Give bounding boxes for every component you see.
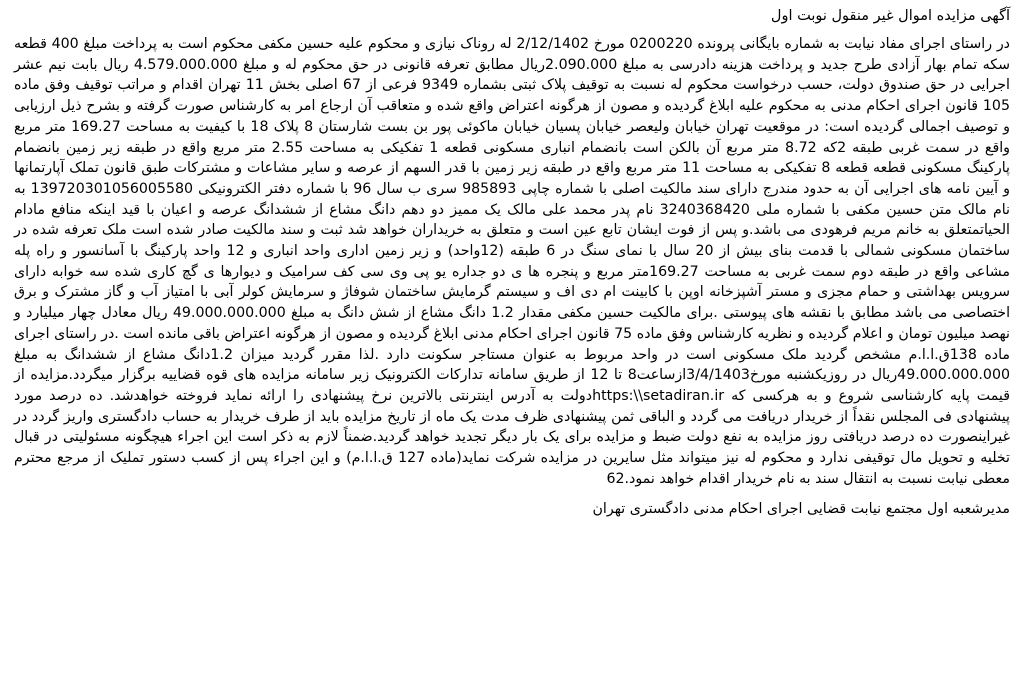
notice-title: آگهی مزایده اموال غیر منقول نوبت اول	[770, 8, 1010, 24]
notice-body: در راستای اجرای مفاد نیابت به شماره بایگانی پرونده 0200220 مورخ 2/12/1402 له روناک نیازی و محکوم علیه حسین مکفی محکوم است به پرداخت مبلغ 400 قطعه سکه تمام بهار آزادی طرح جدید و پرداخت هزینه دادرسی به مبلغ 2.090.000ریال مطابق تعرفه قانونی در حق محکوم له و مبلغ 4.579.000.000 ریال بابت نیم عشر اجرایی در حق صندوق دولت، حسب درخواست محکوم له نسبت به توقیف پلاک ثبتی بشماره 9349 فرعی از 67 اصلی بخش 11 تهران اقدام و مراتب توقیف وفق ماده 105 قانون اجرای احکام مدنی به محکوم علیه ابلاغ گردیده و مصون از هرگونه اعتراض واقع شده و متعاقب آن ارجاع امر به کارشناس صورت گرفته و بشرح ذیل ارزیابی و توصیف اجمالی گردیده است: در موقعیت تهران خیابان ولیعصر خیابان پسیان خیابان ماکوئی پور بن بست شارستان 8 پلاک 18 با کیفیت به مساحت 169.27 متر مربع واقع در سمت غربی طبقه 2که 8.72 متر مربع آن بالکن است بانضمام انباری مسکونی قطعه 1 تفکیکی به مساحت 2.55 متر مربع واقع در طبقه زیر زمین بانضمام پارکینگ مسکونی قطعه قطعه 8 تفکیکی به مساحت 11 متر مربع واقع در طبقه زیر زمین با قدر السهم از عرصه و سایر مشاعات و مشترکات طبق قانون تملک آپارتمانها و آیین نامه های اجرایی آن به حدود مندرج دارای سند مالکیت اصلی با شماره چاپی 985893 سری ب سال 96 با شماره دفتر الکترونیکی 139720301056005580 به نام مالک متن حسین مکفی با شماره ملی 3240368420 نام پدر محمد علی مالک یک ممیز دو دهم دانگ مشاع از ششدانگ عرصه و اعیان با قید اینکه منافع مادام الحیاتمتعلق به خانم مریم فرهودی می باشد.و پس از فوت ایشان تابع عین است و متعلق به خریداران خواهد شد ثبت و سند مالکیت صادر شده است ملک تعرفه شده در ساختمان مسکونی شمالی با قدمت بنای بیش از 20 سال با نمای سنگ در 6 طبقه (12واحد) و زیر زمین اداری واحد انباری و 12 واحد پارکینگ با آسانسور و راه پله مشاعی واقع در طبقه دوم سمت غربی به مساحت 169.27متر مربع و پنجره ها ی دو جداره یو پی وی سی کف سرامیک و دیوارها ی گچ کاری شده سه خوابه دارای سرویس بهداشتی و حمام مجزی و مستر آشپزخانه اوپن با کابینت ام دی اف و سیستم گرمایش ساختمان شوفاژ و سرمایش کولر آبی با امتیاز آب و گاز مشترک و برق اختصاصی می باشد مطابق با نقشه های پیوستی .برای مالکیت حسین مکفی مقدار 1.2 دانگ مشاع از شش دانگ به مبلغ 49.000.000.000 ریال معادل چهار میلیارد و نهصد میلیون تومان و اعلام گردیده و نظریه کارشناس وفق ماده 75 قانون اجرای احکام مدنی ابلاغ گردیده و مصون از هرگونه اعتراض باقی مانده است .در راستای اجرای ماده 138ق.ا.ا.م مشخص گردید ملک مسکونی است در واحد مربوط به عنوان مستاجر سکونت دارد .لذا مقرر گردید میزان 1.2دانگ مشاع از ششدانگ به مبلغ 49.000.000.000ریال در روزیکشنبه مورخ3/4/1403ازساعت8 تا 12 از طریق سامانه تدارکات الکترونیک زیر سامانه مزایده های قوه قضاییه برگزار میگردد.مزایده از قیمت پایه کارشناسی شروع و به هرکسی که https:\\setadiran.irدولت به آدرس اینترنتی بالاترین نرخ پیشنهادی را ارائه نماید فروخته خواهدشد. ده درصد مورد پیشنهادی فی المجلس نقداً از خریدار دریافت می گردد و الباقی ثمن پیشنهادی ظرف مدت یک ماه از تاریخ مزایده باید از طرف خریدار به حساب دادگستری واریز گردد در غیراینصورت ده درصد دریافتی روز مزایده به نفع دولت ضبط و مزایده برای یک بار دیگر تجدید خواهد گردید.ضمناً لازم به ذکر است این اجراء هیچگونه مسئولیتی در قبال تخلیه و تحویل مال توقیفی ندارد و محکوم له نیز میتواند مثل سایرین در مزایده شرکت نماید(ماده 127 ق.ا.ا.م) و این اجراء پس از کسب دستور تملیک از مرجع محترم معطی نیابت نسبت به انتقال سند به نام خریدار اقدام خواهد نمود.62	[14, 36, 1011, 487]
notice-signature: مدیرشعبه اول مجتمع نیابت قضایی اجرای احکام مدنی دادگستری تهران	[592, 501, 1010, 518]
